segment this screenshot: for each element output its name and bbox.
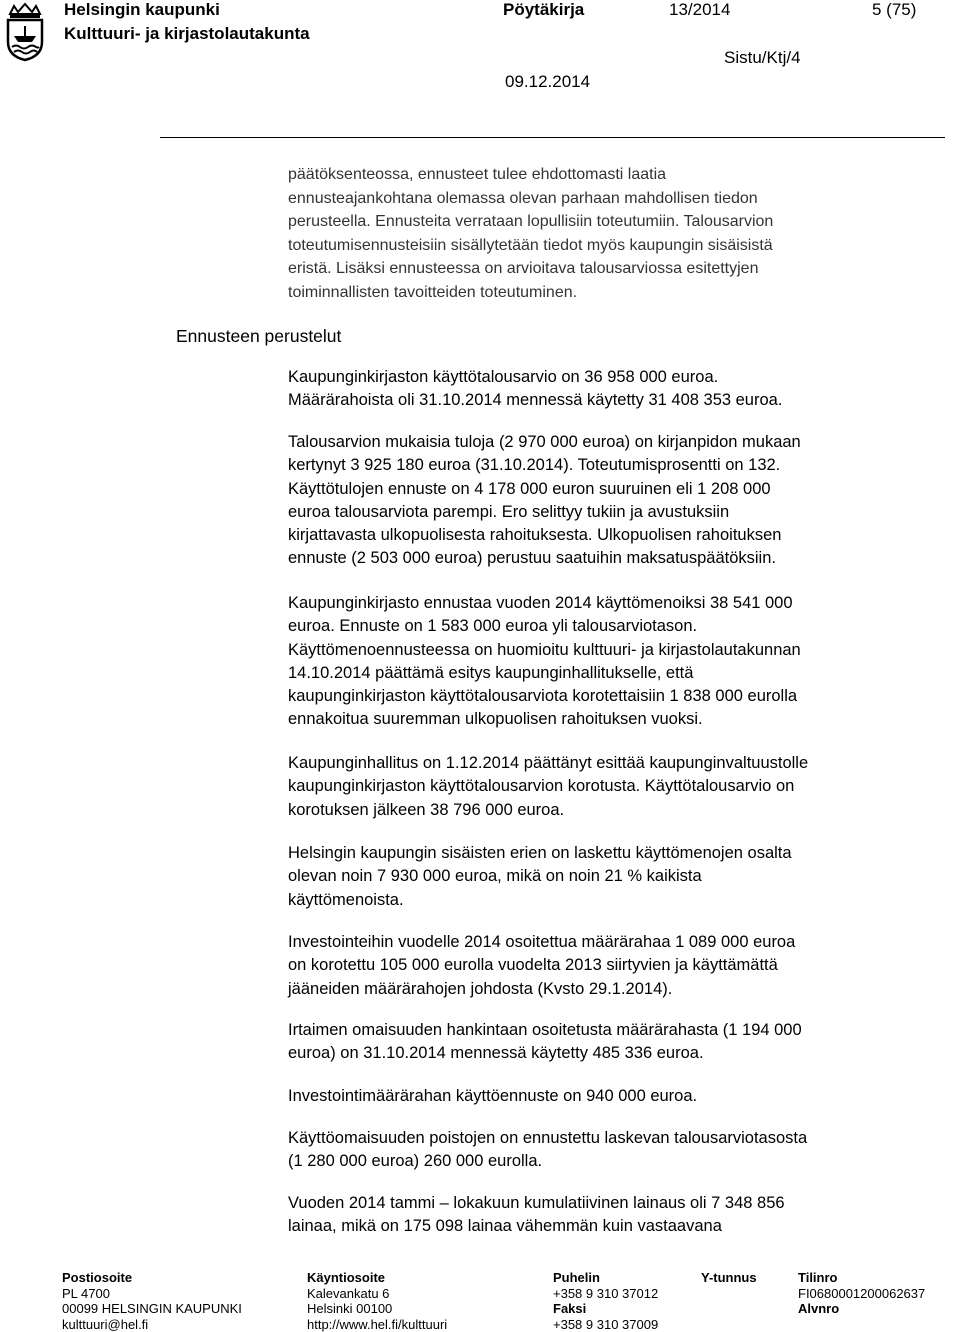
intro-line: perusteella. Ennusteita verrataan lopullisiin toteutumiin. Talousarvion (288, 213, 774, 230)
paragraph-line: Kaupunginkirjaston käyttötalousarvio on 36 958 000 euroa. (288, 368, 719, 386)
footer-heading: Käyntiosoite (307, 1270, 386, 1285)
case-reference: Sistu/Ktj/4 (724, 48, 801, 67)
paragraph-line: Irtaimen omaisuuden hankintaan osoitetusta määrärahasta (1 194 000 (288, 1021, 802, 1039)
footer-fax-label: Faksi (553, 1301, 587, 1316)
header-divider (160, 137, 945, 138)
paragraph-line: Käyttöomaisuuden poistojen on ennustettu laskevan talousarviotasosta (288, 1129, 808, 1147)
paragraph-line: Investointeihin vuodelle 2014 osoitettua määrärahaa 1 089 000 euroa (288, 933, 796, 951)
paragraph (288, 1192, 953, 1239)
footer-line: PL 4700 (62, 1285, 110, 1301)
paragraph-line: Helsingin kaupungin sisäisten erien on laskettu käyttömenojen osalta (288, 844, 792, 862)
footer-line: 00099 HELSINGIN KAUPUNKI (62, 1301, 242, 1316)
paragraph (288, 592, 953, 732)
paragraph (288, 1019, 953, 1066)
footer-line: Helsinki 00100 (307, 1301, 393, 1316)
paragraph-line: euroa talousarviota parempi. Ero selittyy tukiin ja avustuksiin (288, 502, 730, 521)
intro-line: toteutumisennusteisiin sisällytetään tiedot myös kaupungin sisäisistä (288, 236, 773, 254)
helsinki-coat-of-arms-logo (4, 2, 46, 62)
paragraph (288, 931, 953, 1001)
paragraph-line: euroa. Ennuste on 1 583 000 euroa yli talousarviotason. (288, 617, 698, 636)
paragraph-line: Käyttömenoennusteessa on huomioitu kulttuuri- ja kirjastolautakunnan (288, 640, 801, 659)
footer-postal-address (62, 1270, 242, 1332)
paragraph-line: Investointimäärärahan käyttöennuste on 940 000 euroa. (288, 1087, 698, 1105)
section-label: Ennusteen perustelut (176, 326, 342, 346)
paragraph-line: korotuksen jälkeen 38 796 000 euroa. (288, 800, 565, 819)
intro-line: päätöksenteossa, ennusteet tulee ehdottomasti laatia (288, 166, 667, 183)
paragraph-line: Kaupunginkirjasto ennustaa vuoden 2014 käyttömenoiksi 38 541 000 (288, 594, 793, 612)
intro-line: eristä. Lisäksi ennusteessa on arvioitava talousarviossa esitettyjen (288, 260, 759, 277)
paragraph (288, 842, 953, 912)
committee-name: Kulttuuri- ja kirjastolautakunta (64, 24, 310, 43)
footer-website-link[interactable]: http://www.hel.fi/kulttuuri (307, 1316, 448, 1332)
paragraph (288, 1127, 953, 1174)
paragraph-line: Talousarvion mukaisia tuloja (2 970 000 euroa) on kirjanpidon mukaan (288, 433, 801, 451)
footer-fax-number: +358 9 310 37009 (553, 1316, 659, 1332)
paragraph-line: olevan noin 7 930 000 euroa, mikä on noin 21 % kaikista (288, 867, 702, 886)
paragraph (288, 431, 953, 571)
paragraph-line: on korotettu 105 000 eurolla vuodelta 2013 siirtyvien ja käyttämättä (288, 956, 778, 975)
footer-vat-label: Alvnro (798, 1301, 840, 1316)
paragraph-line: ennakoitua suuremman ulkopuolisen rahoituksen vuoksi. (288, 710, 703, 729)
footer-heading: Postiosoite (62, 1270, 133, 1285)
footer-business-id (701, 1270, 757, 1286)
paragraph-line: ennuste (2 503 000 euroa) perustuu saatuihin maksatuspäätöksiin. (288, 549, 776, 568)
footer-line: Kalevankatu 6 (307, 1285, 390, 1301)
footer-phone-number: +358 9 310 37012 (553, 1285, 659, 1301)
paragraph-line: 14.10.2014 päättämä esitys kaupunginhallitukselle, että (288, 663, 694, 682)
paragraph-line: käyttömenoista. (288, 890, 404, 909)
meeting-date: 09.12.2014 (505, 72, 591, 91)
footer-account (798, 1270, 925, 1317)
page-number: 5 (75) (872, 0, 917, 19)
paragraph-line: kaupunginkirjaston käyttötalousarvion korotusta. Käyttötalousarvio on (288, 777, 795, 796)
intro-line: ennusteajankohtana olemassa olevan parhaan mahdollisen tiedon (288, 189, 758, 207)
intro-text (288, 163, 948, 304)
document-number: 13/2014 (669, 0, 731, 19)
intro-line: toiminnallisten tavoitteiden toteutuminen. (288, 283, 578, 301)
paragraph (288, 1085, 953, 1108)
paragraph-line: kirjattavasta ulkopuolisesta rahoituksesta. Ulkopuolisen rahoituksen (288, 526, 782, 545)
organization-name: Helsingin kaupunki (64, 0, 220, 19)
document-type: Pöytäkirja (503, 0, 585, 19)
footer-heading: Puhelin (553, 1270, 600, 1285)
paragraph-line: lainaa, mikä on 175 098 lainaa vähemmän kuin vastaavana (288, 1217, 722, 1236)
footer-phone (553, 1270, 658, 1332)
paragraph (288, 752, 953, 822)
footer-visiting-address (307, 1270, 447, 1332)
footer-email-link[interactable]: kulttuuri@hel.fi (62, 1316, 149, 1332)
paragraph-line: Vuoden 2014 tammi – lokakuun kumulatiivinen lainaus oli 7 348 856 (288, 1194, 785, 1212)
footer-heading: Y-tunnus (701, 1270, 757, 1285)
paragraph-line: euroa) on 31.10.2014 mennessä käytetty 485 336 euroa. (288, 1044, 704, 1063)
paragraph-line: kertynyt 3 925 180 euroa (31.10.2014). Toteutumisprosentti on 132. (288, 456, 781, 475)
paragraph-line: (1 280 000 euroa) 260 000 eurolla. (288, 1152, 543, 1171)
paragraph-line: kaupunginkirjaston käyttötalousarviota korotettaisiin 1 838 000 eurolla (288, 687, 798, 706)
paragraph-line: jääneiden määrärahojen johdosta (Kvsto 29.1.2014). (288, 979, 673, 998)
footer-account-number: FI0680001200062637 (798, 1285, 926, 1301)
footer-heading: Tilinro (798, 1270, 838, 1285)
paragraph-line: Kaupunginhallitus on 1.12.2014 päättänyt esittää kaupunginvaltuustolle (288, 754, 809, 772)
paragraph-line: Määrärahoista oli 31.10.2014 mennessä käytetty 31 408 353 euroa. (288, 391, 783, 410)
paragraph (288, 366, 953, 413)
paragraph-line: Käyttötulojen ennuste on 4 178 000 euron suuruinen eli 1 208 000 (288, 479, 771, 498)
